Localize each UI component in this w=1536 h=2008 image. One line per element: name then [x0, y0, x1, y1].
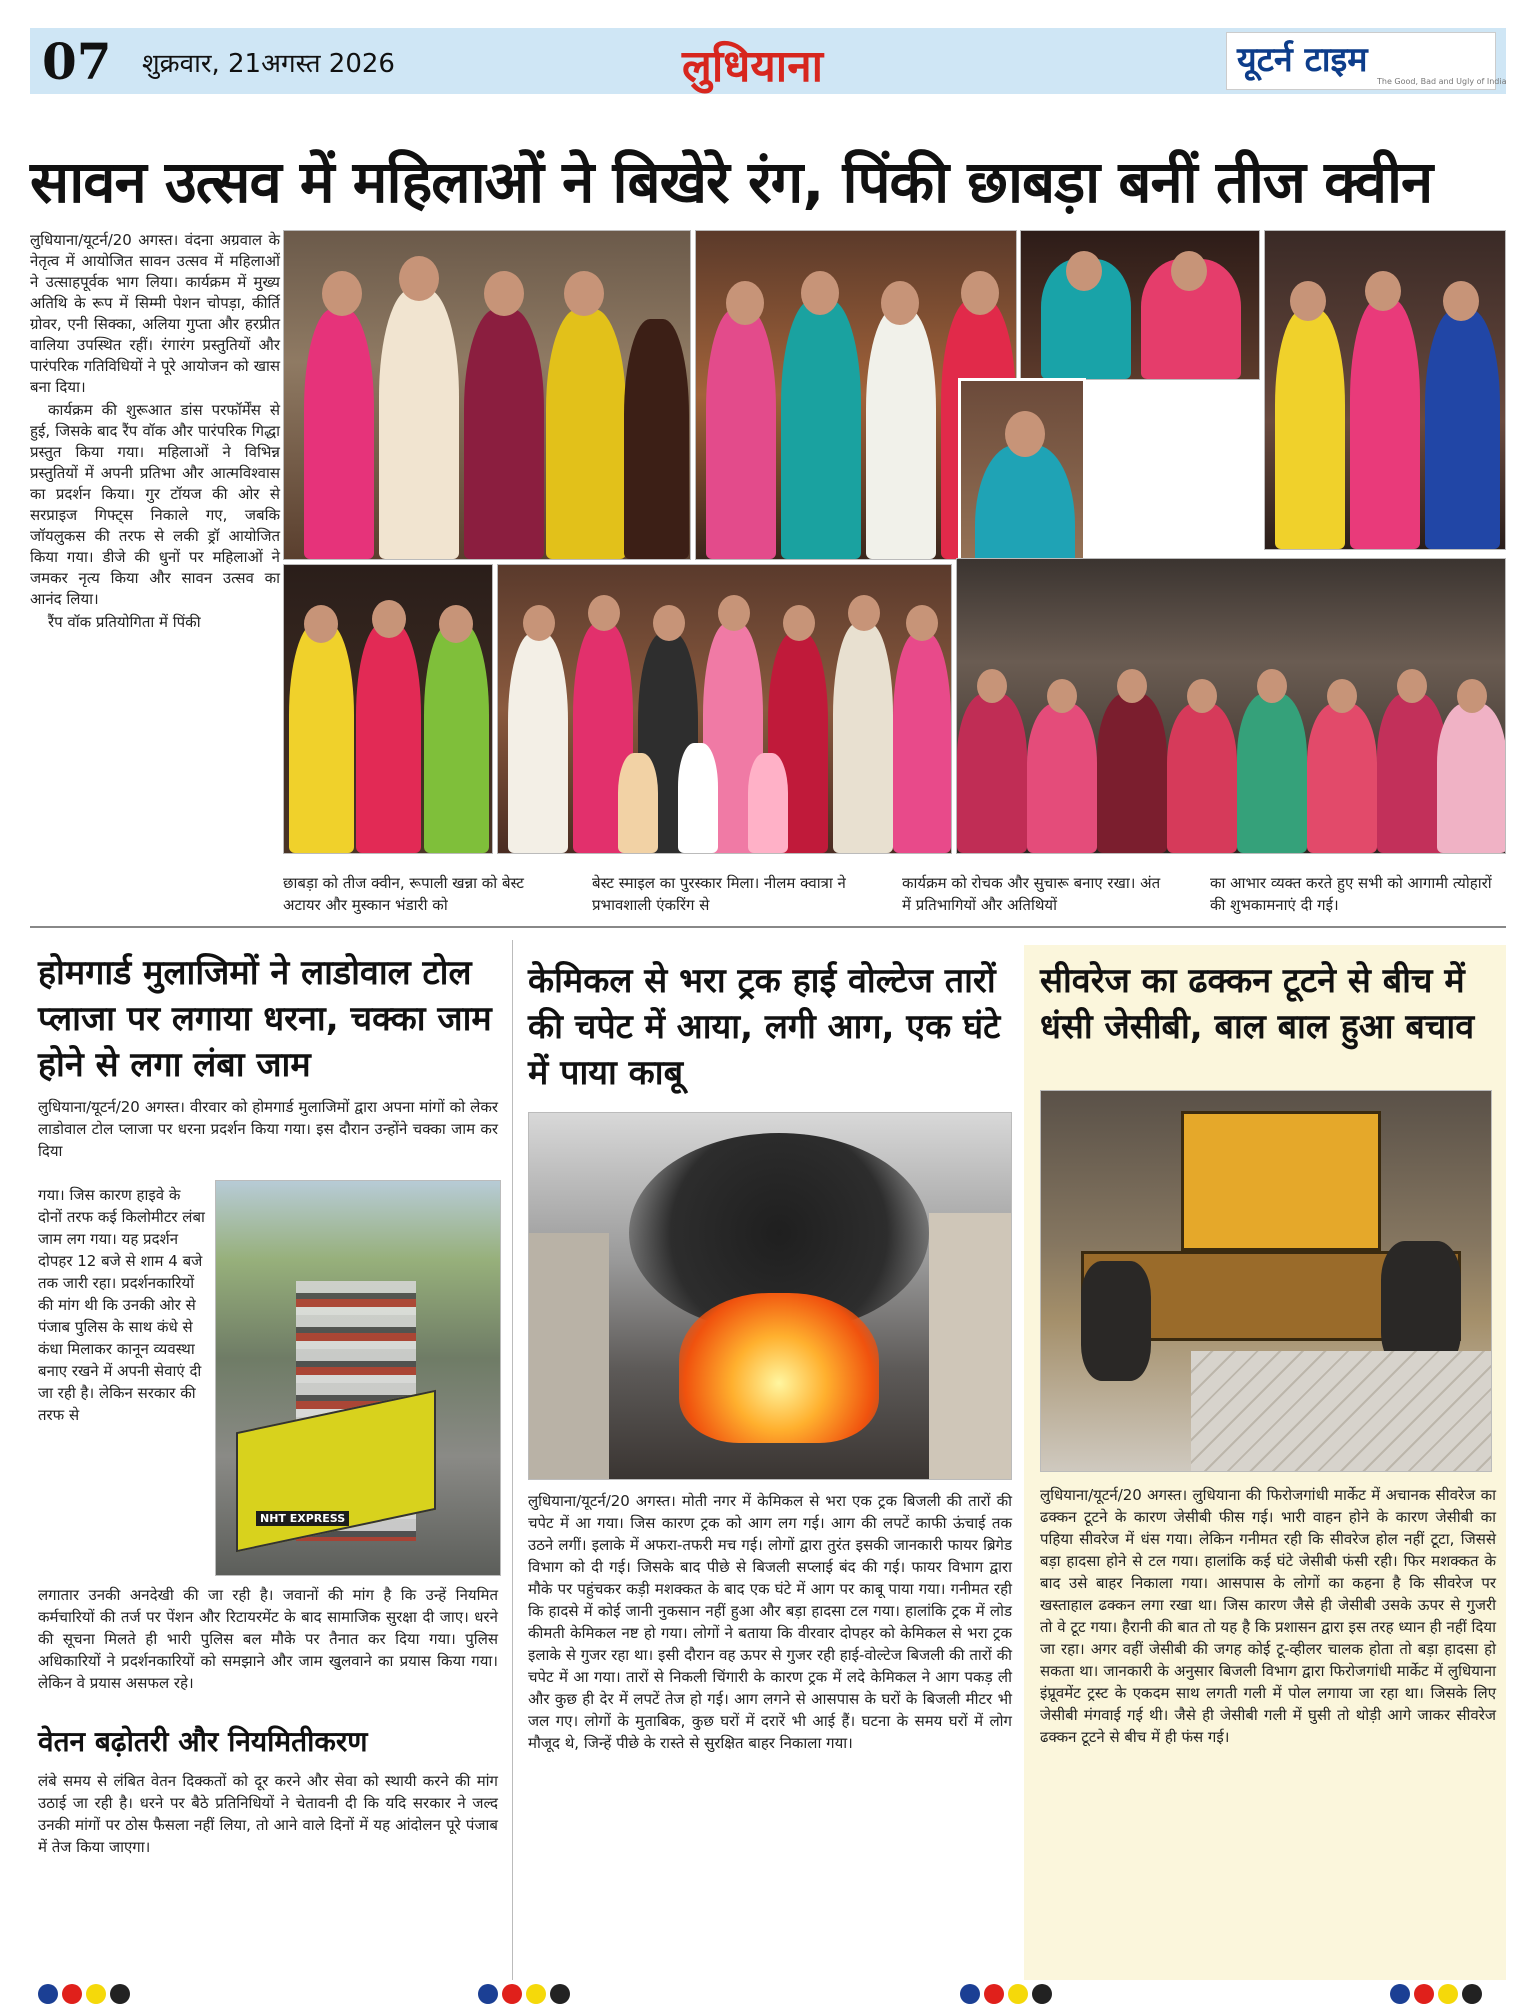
registration-dot	[1008, 1984, 1028, 2004]
brand-logo	[1226, 32, 1507, 90]
toll-story-subhead: वेतन बढ़ोतरी और नियमितीकरण	[38, 1725, 368, 1758]
bus-label: NHT EXPRESS	[256, 1511, 349, 1526]
registration-dot	[984, 1984, 1004, 2004]
photo-caption: कार्यक्रम को रोचक और सुचारू बनाए रखा। अंत में प्रतिभागियों और अतिथियों	[902, 874, 1161, 914]
column-divider	[512, 940, 513, 1980]
fire-story-headline: केमिकल से भरा ट्रक हाई वोल्टेज तारों की चपेट में आया, लगी आग, एक घंटे में पाया काबू	[528, 961, 1001, 1093]
registration-dot	[478, 1984, 498, 2004]
photo-women-group-3	[1264, 230, 1506, 550]
section-title: लुधियाना	[682, 41, 824, 92]
registration-dot	[1438, 1984, 1458, 2004]
masthead	[30, 28, 1506, 94]
photo-caption: बेस्ट स्माइल का पुरस्कार मिला। नीलम क्वात्रा ने प्रभावशाली एंकरिंग से	[592, 874, 846, 914]
registration-dot	[526, 1984, 546, 2004]
sewer-story-headline: सीवरेज का ढक्कन टूटने से बीच में धंसी जेसीबी, बाल बाल हुआ बचाव	[1040, 961, 1475, 1047]
toll-story-sub-body: लंबे समय से लंबित वेतन दिक्कतों को दूर करने और सेवा को स्थायी करने की मांग उठाई जा रही है। धरने पर बैठे प्रतिनिधियों ने चेतावनी दी कि यदि सरकार ने जल्द उनकी मांगों पर ठोस फैसला नहीं लिया, तो आने वाले दिनों में यह आंदोलन पूरे पंजाब में तेज किया जाएगा।	[38, 1772, 498, 1856]
main-story-body	[30, 230, 280, 635]
registration-dot	[38, 1984, 58, 2004]
registration-marks-4	[1390, 1984, 1482, 2004]
fire-story-body: लुधियाना/यूटर्न/20 अगस्त। मोती नगर में केमिकल से भरा एक ट्रक बिजली की तारों की चपेट में आ गया। जिस कारण ट्रक को आग लग गई। आग की लपटें काफी ऊंचाई तक उठने लगीं। इलाके में अफरा-तफरी मच गई। लोगों द्वारा तुरंत इसकी जानकारी फायर ब्रिगेड विभाग को दी गई। जिसके बाद पीछे से बिजली सप्लाई बंद की गई। फायर विभाग द्वारा मौके पर पहुंचकर कड़ी मशक्कत के बाद एक घंटे में आग पर काबू पाया गया। गनीमत रही कि हादसे में कोई जानी नुकसान नहीं हुआ और बड़ा हादसा टल गया। हालांकि ट्रक में लोड कीमती केमिकल नष्ट हो गया। लोगों ने बताया कि वीरवार दोपहर को केमिकल से भरा ट्रक इलाके से गुजर रहा था। इसी दौरान वह ऊपर से गुजर रही हाई-वोल्टेज बिजली की तारों की चपेट में आ गया। तारों से निकली चिंगारी के कारण ट्रक में लदे केमिकल ने आग पकड़ ली और कुछ ही देर में लपटें तेज हो गई। आग लगने से आसपास के घरों के बिजली मीटर भी जल गए। लोगों के मुताबिक, कुछ घरों में दरारें भी आई हैं। घटना के समय घरों में लोग मौजूद थे, जिन्हें पीछे के रास्ते से सुरक्षित बाहर निकाला गया।	[528, 1492, 1012, 1752]
registration-marks-3	[960, 1984, 1052, 2004]
photo-women-group-4	[283, 564, 493, 854]
photo-women-pair	[1020, 230, 1260, 380]
registration-dot	[550, 1984, 570, 2004]
toll-story-lead: लुधियाना/यूटर्न/20 अगस्त। वीरवार को होमगार्ड मुलाजिमों द्वारा अपना मांगों को लेकर लाडोवाल टोल प्लाजा पर धरना प्रदर्शन किया गया। इस दौरान उन्होंने चक्का जाम कर दिया	[38, 1098, 498, 1160]
main-story-paragraph: लुधियाना/यूटर्न/20 अगस्त। वंदना अग्रवाल के नेतृत्व में आयोजित सावन उत्सव में महिलाओं ने उत्साहपूर्वक भाग लिया। कार्यक्रम में मुख्य अतिथि के रूप में सिम्मी पेशन चोपड़ा, कीर्ति ग्रोवर, एनी सिक्का, अलिया गुप्ता और हरप्रीत वालिया उपस्थित रहीं। रंगारंग प्रस्तुतियों और पारंपरिक गतिविधियों ने पूरे आयोजन को खास बना दिया।	[30, 231, 280, 396]
issue-date: शुक्रवार, 21अगस्त 2026	[142, 49, 395, 79]
toll-story-side: गया। जिस कारण हाइवे के दोनों तरफ कई किलोमीटर लंबा जाम लग गया। यह प्रदर्शन दोपहर 12 बजे से शाम 4 बजे तक जारी रहा। प्रदर्शनकारियों की मांग थी कि उनकी ओर से पंजाब पुलिस के साथ कंधे से कंधा मिलाकर कानून व्यवस्था बनाए रखने में अपनी सेवाएं दी जा रही है। लेकिन सरकार की तरफ से	[38, 1186, 205, 1424]
photo-truck-fire	[528, 1112, 1012, 1480]
registration-dot	[110, 1984, 130, 2004]
main-story-paragraph: कार्यक्रम की शुरूआत डांस परफॉर्मेंस से हुई, जिसके बाद रैंप वॉक और पारंपरिक गिद्धा प्रस्तुत किया गया। महिलाओं ने विभिन्न प्रस्तुतियों में अपनी प्रतिभा और आत्मविश्वास का प्रदर्शन किया। गुर टॉयज की ओर से सरप्राइज गिफ्ट्स निकाले गए, जबकि जॉयलुकस की तरफ से लकी ड्रॉ आयोजित किया गया। डीजे की धुनों पर महिलाओं ने जमकर नृत्य किया और सावन उत्सव का आनंद लिया।	[30, 401, 280, 608]
registration-dot	[86, 1984, 106, 2004]
sewer-story-body: लुधियाना/यूटर्न/20 अगस्त। लुधियाना की फिरोजगांधी मार्केट में अचानक सीवरेज का ढक्कन टूटने के कारण जेसीबी फीस गई। भारी वाहन होने के कारण जेसीबी का पहिया सीवरेज में धंस गया। लेकिन गनीमत रही कि सीवरेज होल नहीं टूटा, जिससे बड़ा हादसा होने से टल गया। हालांकि कई घंटे जेसीबी फंसी रही। फिर मशक्कत के बाद उसे बाहर निकाला गया। आसपास के लोगों का कहना है कि सीवरेज पर खस्ताहाल ढक्कन लगा रखा था। जिस कारण जैसे ही जेसीबी उसके ऊपर से गुजरी तो वे टूट गया। हैरानी की बात तो यह है कि प्रशासन द्वारा इस तरह ध्यान ही नहीं दिया जा रहा। अगर वहीं जेसीबी की जगह कोई टू-व्हीलर चालक होता तो बड़ा हादसा हो सकता था। जानकारी के अनुसार बिजली विभाग द्वारा फिरोजगांधी मार्केट में लुधियाना इंप्रूवमेंट ट्रस्ट के एकदम साथ लगती गली में पोल लगाया जा रहा था। जिसके लिए जेसीबी मंगवाई गई थी। जैसे ही जेसीबी गली में घुसी तो थोड़ी आगे जाकर सीवरेज ढक्कन टूटने से बीच में ही फंस गई।	[1040, 1486, 1496, 1746]
photo-audience	[956, 558, 1506, 854]
registration-dot	[1032, 1984, 1052, 2004]
main-story-paragraph: रैंप वॉक प्रतियोगिता में पिंकी	[48, 613, 201, 631]
photo-jcb-stuck	[1040, 1090, 1492, 1472]
registration-marks-1	[38, 1984, 130, 2004]
photo-women-children	[497, 564, 952, 854]
photo-caption: छाबड़ा को तीज क्वीन, रूपाली खन्ना को बेस्ट अटायर और मुस्कान भंडारी को	[283, 874, 524, 914]
brand-name: यूटर्न टाइम	[1237, 40, 1368, 80]
photo-toll-traffic-jam	[215, 1180, 501, 1576]
brand-tagline: The Good, Bad and Ugly of India	[1377, 77, 1507, 86]
registration-marks-2	[478, 1984, 570, 2004]
registration-dot	[1390, 1984, 1410, 2004]
toll-story-body: लगातार उनकी अनदेखी की जा रही है। जवानों की मांग है कि उन्हें नियमित कर्मचारियों की तर्ज पर पेंशन और रिटायरमेंट के बाद सामाजिक सुरक्षा दी जाए। धरने की सूचना मिलते ही भारी पुलिस बल मौके पर तैनात कर दिया गया। पुलिस अधिकारियों ने प्रदर्शनकारियों को समझाने और जाम खुलवाने का प्रयास किया गया। लेकिन वे प्रयास असफल रहे।	[38, 1586, 498, 1692]
registration-dot	[502, 1984, 522, 2004]
section-divider	[30, 926, 1506, 928]
main-headline: सावन उत्सव में महिलाओं ने बिखेरे रंग, पिंकी छाबड़ा बनीं तीज क्वीन	[30, 148, 1433, 216]
registration-dot	[1462, 1984, 1482, 2004]
photo-caption: का आभार व्यक्त करते हुए सभी को आगामी त्योहारों की शुभकामनाएं दी गई।	[1210, 874, 1492, 914]
registration-dot	[62, 1984, 82, 2004]
registration-dot	[960, 1984, 980, 2004]
toll-story-headline: होमगार्ड मुलाजिमों ने लाडोवाल टोल प्लाजा पर लगाया धरना, चक्का जाम होने से लगा लंबा जाम	[38, 953, 492, 1085]
registration-dot	[1414, 1984, 1434, 2004]
photo-women-group-1	[283, 230, 691, 560]
page-number: 07	[42, 32, 112, 91]
